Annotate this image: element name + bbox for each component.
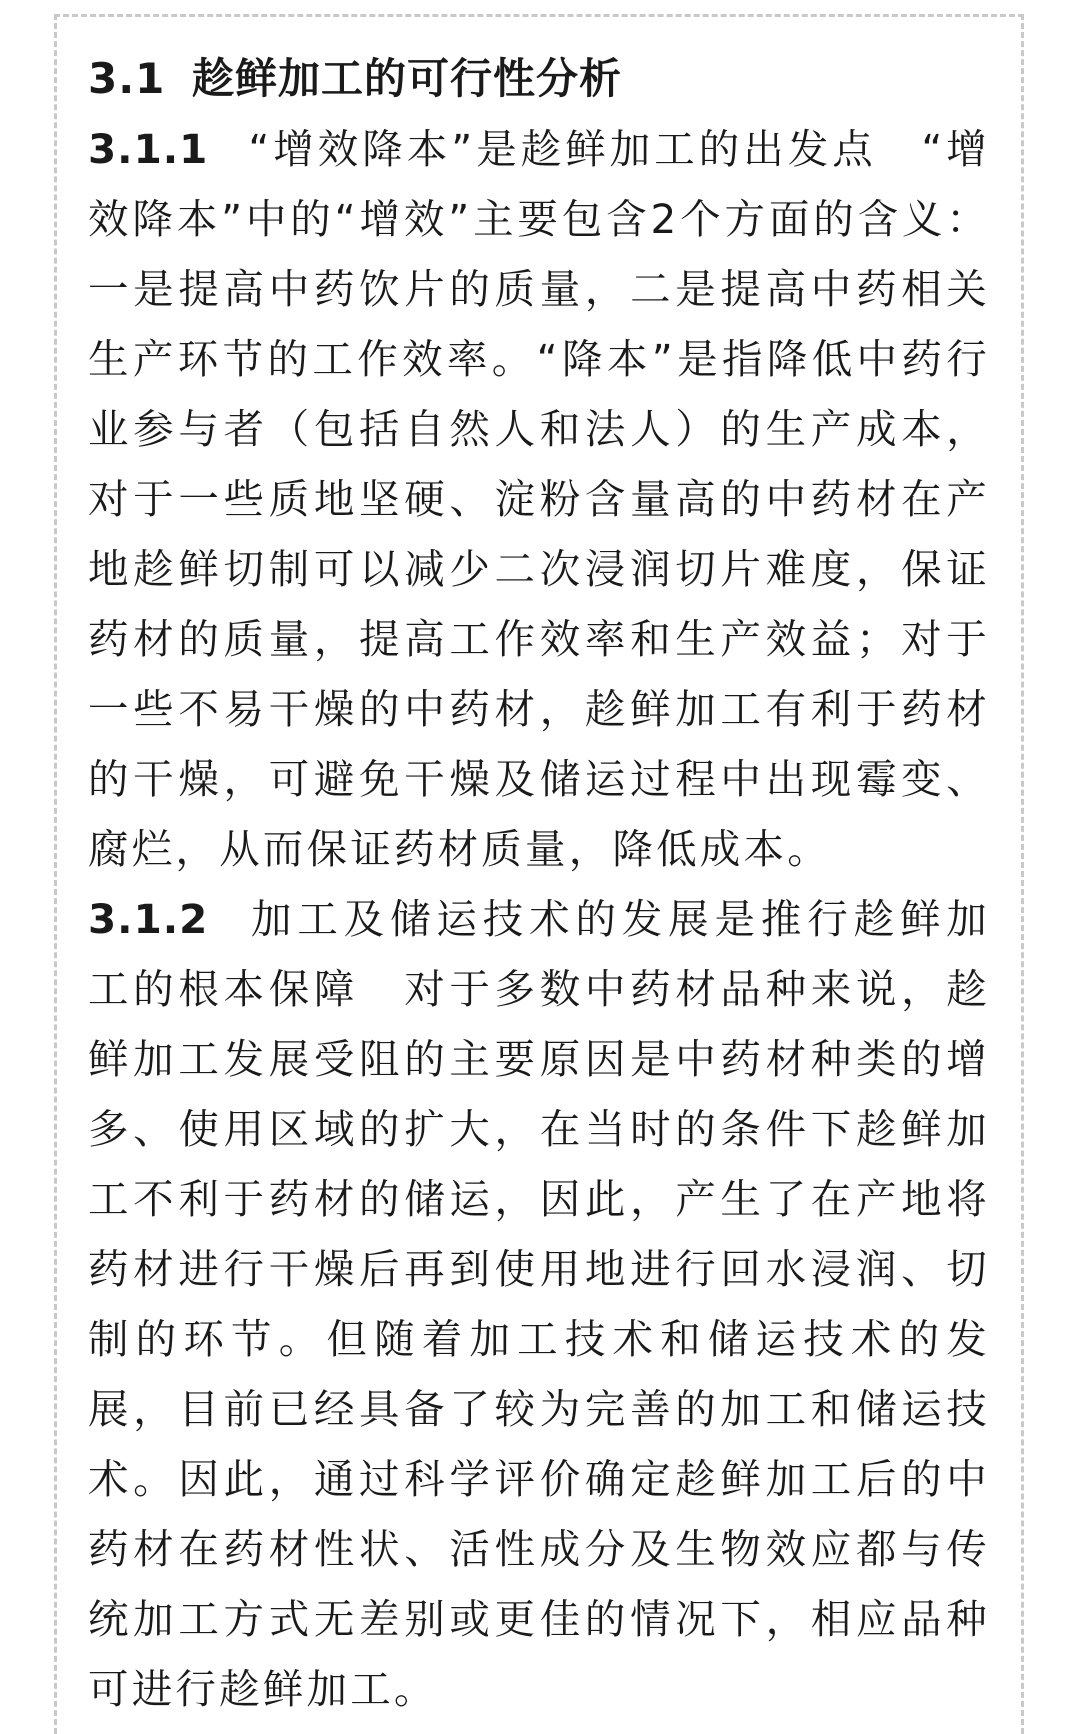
subsection-text: “增效降本”是趁鲜加工的出发点 “增效降本”中的“增效”主要包含2个方面的含义：一是提高中药饮片的质量，二是提高中药相关生产环节的工作效率。“降本”是指降低中药行业参与者（包括自然人和法人）的生产成本，对于一些质地坚硬、淀粉含量高的中药材在产地趁鲜切制可以减少二次浸润切片难度，保证药材的质量，提高工作效率和生产效益；对于一些不易干燥的中药材，趁鲜加工有利于药材的干燥，可避免干燥及储运过程中出现霉变、腐烂，从而保证药材质量，降低成本。 [88,125,990,873]
subsection-paragraph [88,884,990,1724]
section-heading [88,44,990,114]
article-body [88,44,990,1724]
section-title: 趁鲜加工的可行性分析 [192,54,623,103]
subsection-number: 3.1.2 [88,895,209,943]
subsection-text: 加工及储运技术的发展是推行趁鲜加工的根本保障 对于多数中药材品种来说，趁鲜加工发展受阻的主要原因是中药材种类的增多、使用区域的扩大，在当时的条件下趁鲜加工不利于药材的储运，因此，产生了在产地将药材进行干燥后再到使用地进行回水浸润、切制的环节。但随着加工技术和储运技术的发展，目前已经具备了较为完善的加工和储运技术。因此，通过科学评价确定趁鲜加工后的中药材在药材性状、活性成分及生物效应都与传统加工方式无差别或更佳的情况下，相应品种可进行趁鲜加工。 [88,895,990,1713]
subsection-number: 3.1.1 [88,125,209,173]
subsection-paragraph [88,114,990,884]
section-number: 3.1 [88,54,166,103]
